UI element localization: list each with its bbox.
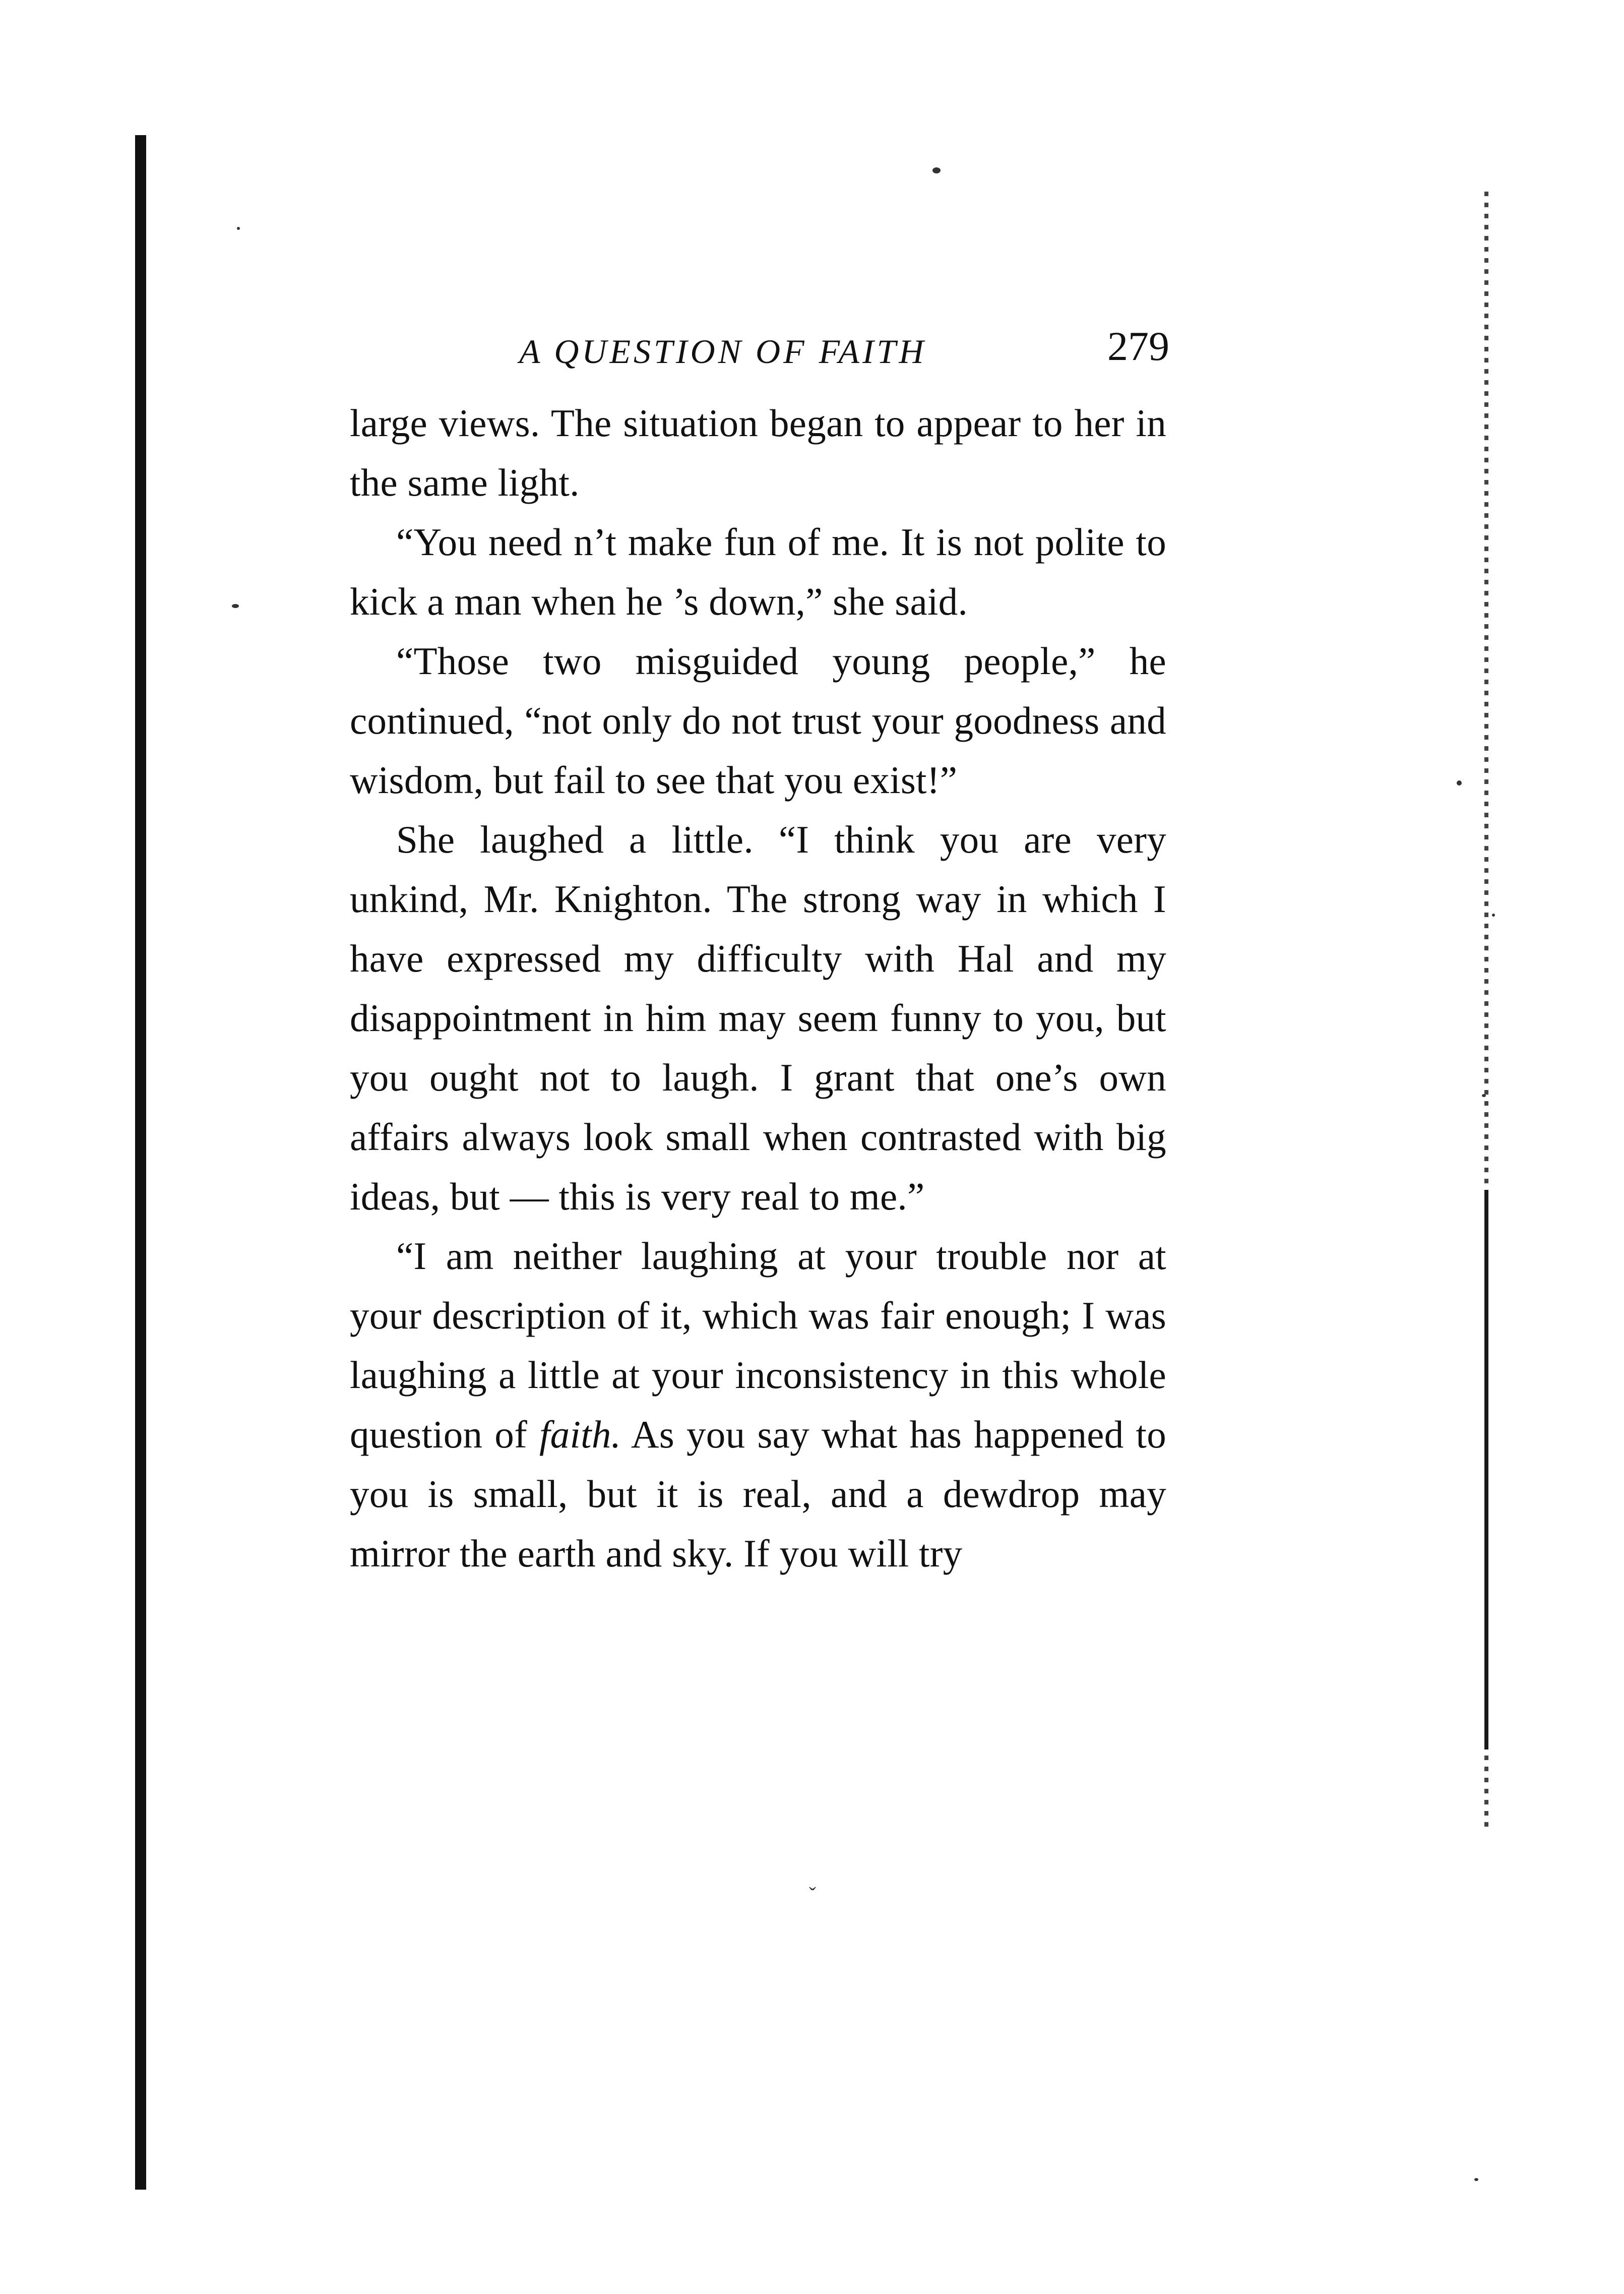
page-number: 279	[1107, 323, 1169, 369]
running-header	[353, 323, 1169, 378]
paragraph-text: As you say what has happened to you is small, but it is real, and a dewdrop may mirror the earth and sky. If you will try	[350, 1413, 1167, 1575]
page-binding-edge	[135, 135, 146, 2190]
ink-speck	[237, 227, 240, 230]
ink-speck	[932, 167, 941, 173]
ink-speck	[1474, 2178, 1478, 2181]
paragraph-continued: large views. The situation began to appear to her in the same light.	[350, 401, 1166, 504]
body-text	[350, 393, 1166, 1583]
italic-word: faith.	[539, 1413, 621, 1456]
paragraph: “You need n’t make fun of me. It is not polite to kick a man when he ’s down,” she said.	[350, 520, 1166, 623]
paragraph	[350, 1226, 1166, 1583]
ink-speck	[1492, 914, 1495, 917]
ink-speck	[1457, 780, 1462, 786]
paragraph: “Those two misguided young people,” he continued, “not only do not trust your goodness and wisdom, but fail to see that you exist!”	[350, 639, 1166, 802]
ink-speck	[232, 604, 239, 608]
paragraph-text: “I am neither laughing at your trouble nor at your description of it, which was fair enough; I was laughing a little at your inconsistency in this whole question of	[350, 1234, 1166, 1456]
ink-speck	[1482, 1094, 1486, 1097]
page-right-edge-shadow	[1484, 1190, 1488, 1749]
tail-ornament-icon: ˇ	[809, 1884, 816, 1907]
running-title: A QUESTION OF FAITH	[519, 332, 927, 371]
paragraph: She laughed a little. “I think you are very unkind, Mr. Knighton. The strong way in which I have expressed my difficulty with Hal and my disappointment in him may seem funny to you, but you ought not to laugh. I grant that one’s own affairs always look small when contrasted with big ideas, but — this is very real to me.”	[350, 818, 1166, 1218]
